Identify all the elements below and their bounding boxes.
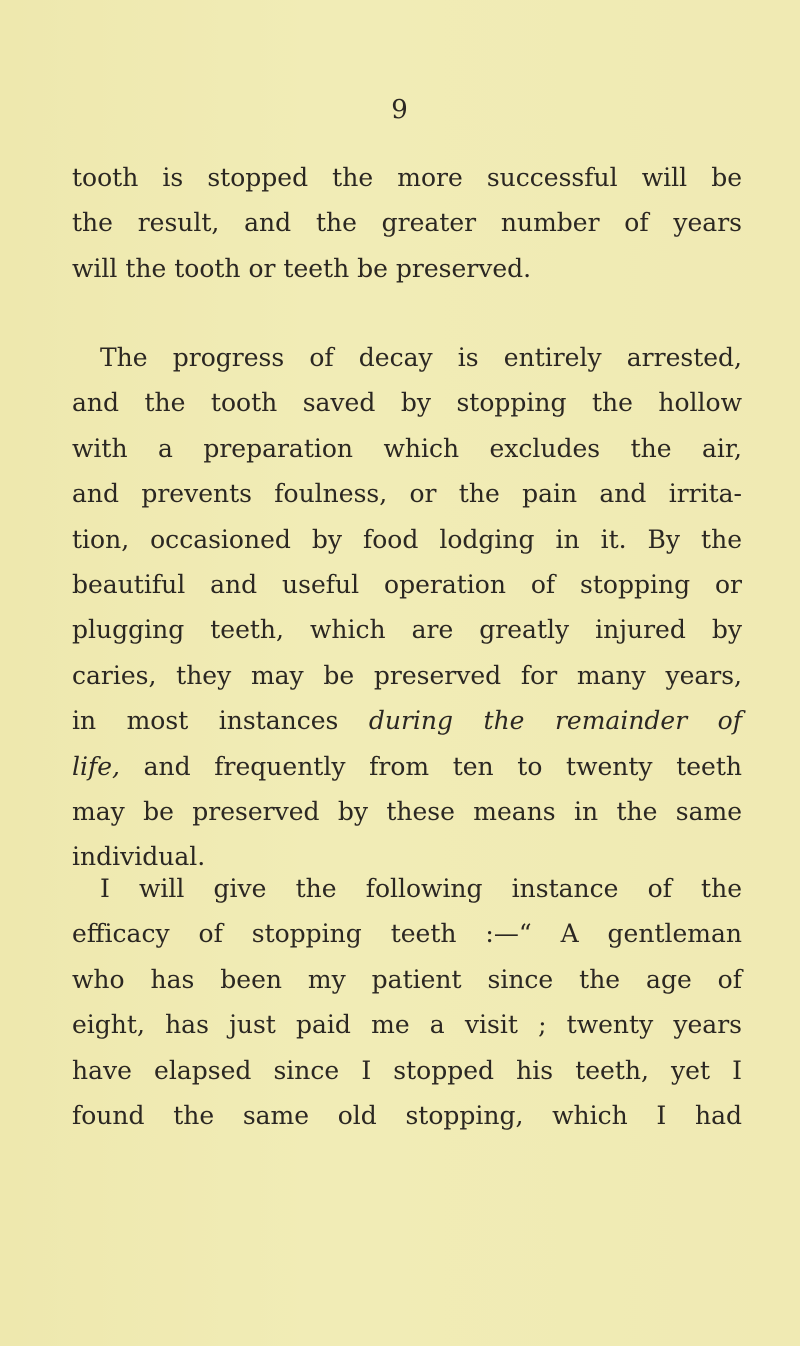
paragraph-1: [72, 155, 742, 291]
text-line: found the same old stopping, which I had: [72, 1100, 742, 1130]
line-text-before: in most instances: [72, 706, 369, 736]
text-line: I will give the following instance of the: [100, 874, 742, 903]
text-line: plugging teeth, which are greatly injured by: [72, 615, 742, 645]
text-line-with-italic: [72, 744, 742, 789]
text-line: with a preparation which excludes the air,: [72, 433, 742, 463]
text-line: who has been my patient since the age of: [72, 964, 742, 994]
text-line: The progress of decay is entirely arrested,: [100, 343, 742, 372]
text-line: and prevents foulness, or the pain and irrita-: [72, 479, 742, 509]
paragraph-2: [72, 335, 742, 880]
text-line: efficacy of stopping teeth :—“ A gentleman: [72, 919, 742, 949]
text-line: tion, occasioned by food lodging in it. By the: [72, 524, 742, 554]
text-line: tooth is stopped the more successful will be: [72, 163, 742, 192]
italic-emphasis: during the remainder of: [368, 706, 742, 736]
text-line: and the tooth saved by stopping the hollow: [72, 388, 742, 418]
text-line: have elapsed since I stopped his teeth, yet I: [72, 1055, 742, 1085]
text-line: individual.: [72, 842, 206, 872]
line-text-after: and frequently from ten to twenty teeth: [120, 751, 742, 781]
text-line: the result, and the greater number of years: [72, 208, 742, 238]
text-line: will the tooth or teeth be preserved.: [72, 253, 532, 283]
text-line: caries, they may be preserved for many years,: [72, 660, 742, 690]
text-line: eight, has just paid me a visit ; twenty years: [72, 1010, 742, 1040]
paragraph-3: [72, 866, 742, 1138]
text-line: beautiful and useful operation of stopping or: [72, 569, 742, 599]
text-line-with-italic: [72, 698, 742, 743]
italic-emphasis: life,: [72, 751, 120, 781]
page-number: 9: [391, 95, 409, 125]
text-line: may be preserved by these means in the same: [72, 796, 742, 826]
